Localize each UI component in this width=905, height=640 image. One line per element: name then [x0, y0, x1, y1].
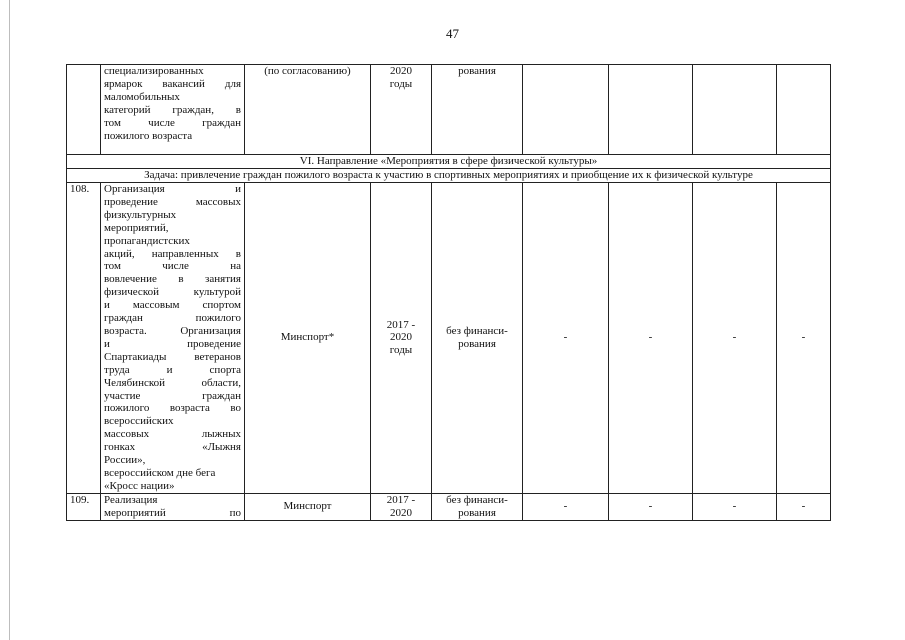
- measure-line: пожилого возраста во: [104, 402, 241, 415]
- measure-line: и массовым спортом: [104, 299, 241, 312]
- measure-line: физкультурных: [104, 208, 177, 221]
- cell-period: [371, 493, 432, 520]
- measure-line: Челябинской области,: [104, 376, 241, 389]
- cell-number: 108.: [67, 183, 101, 494]
- cell-value-3: -: [693, 183, 777, 494]
- measure-line: пропагандистских: [104, 234, 190, 247]
- section-title-row: [67, 155, 831, 169]
- section-title: VI. Направление «Мероприятия в сфере физической культуры»: [67, 155, 831, 169]
- cell-financing: [432, 183, 523, 494]
- measure-line: ярмарок вакансий для: [104, 77, 241, 90]
- period-line: 2017 -: [386, 493, 416, 506]
- measure-line: акций, направленных в: [104, 247, 241, 260]
- measure-line: том числе на: [104, 260, 241, 273]
- measure-line: «Кросс нации»: [104, 479, 175, 492]
- cell-value-1: -: [523, 183, 609, 494]
- cell-measure: [101, 493, 245, 520]
- measure-line: том числе граждан: [104, 116, 241, 129]
- table-row-continuation: [67, 65, 831, 155]
- measure-line: физической культурой: [104, 286, 241, 299]
- measure-line: участие граждан: [104, 389, 241, 402]
- page-number: 47: [446, 26, 459, 41]
- cell-value-4: -: [777, 493, 831, 520]
- cell-period: [371, 183, 432, 494]
- measure-line: Организация и: [104, 183, 241, 195]
- table-row-108: [67, 183, 831, 494]
- cell-measure: [101, 65, 245, 155]
- cell-value-2: -: [609, 493, 693, 520]
- table-row-109: [67, 493, 831, 520]
- period-line: 2020: [390, 506, 412, 519]
- measure-line: возраста. Организация: [104, 324, 241, 337]
- measure-line: всероссийских: [104, 415, 174, 428]
- cell-financing: рования: [432, 65, 523, 155]
- cell-number: [67, 65, 101, 155]
- measure-line: России»,: [104, 454, 146, 467]
- cell-financing: [432, 493, 523, 520]
- measure-line: труда и спорта: [104, 363, 241, 376]
- period-line: годы: [389, 344, 413, 357]
- financing-line: рования: [458, 337, 496, 350]
- measure-line: специализированных: [104, 65, 204, 77]
- cell-value-2: -: [609, 183, 693, 494]
- period-line: 2020: [390, 65, 412, 77]
- period-line: годы: [389, 77, 413, 90]
- section-task-row: [67, 169, 831, 183]
- cell-value-3: -: [693, 493, 777, 520]
- measure-line: проведение массовых: [104, 195, 241, 208]
- measure-line: маломобильных: [104, 90, 180, 103]
- program-table: [66, 64, 831, 521]
- measure-line: категорий граждан, в: [104, 103, 241, 116]
- section-task: Задача: привлечение граждан пожилого возраста к участию в спортивных мероприятиях и приобщение их к физической культуре: [67, 169, 831, 183]
- measure-line: всероссийском дне бега: [104, 466, 216, 479]
- measure-line: гонках «Лыжня: [104, 441, 241, 454]
- cell-value-2: [609, 65, 693, 155]
- financing-line: без финанси-: [446, 324, 508, 337]
- cell-value-4: [777, 65, 831, 155]
- cell-executor: Минспорт: [245, 493, 371, 520]
- cell-value-1: [523, 65, 609, 155]
- measure-line: пожилого возраста: [104, 129, 193, 142]
- cell-period: [371, 65, 432, 155]
- cell-value-3: [693, 65, 777, 155]
- measure-line: массовых лыжных: [104, 428, 241, 441]
- financing-line: без финанси-: [446, 493, 508, 506]
- measure-line: Спартакиады ветеранов: [104, 350, 241, 363]
- cell-measure: [101, 183, 245, 494]
- measure-line: и проведение: [104, 337, 241, 350]
- measure-line: мероприятий по: [104, 506, 241, 519]
- measure-line: мероприятий,: [104, 221, 169, 234]
- measure-line: граждан пожилого: [104, 312, 241, 325]
- period-line: 2017 -: [386, 318, 416, 331]
- measure-line: Реализация: [104, 493, 158, 506]
- cell-number: 109.: [67, 493, 101, 520]
- page-edge-rule: [9, 0, 10, 640]
- measure-line: вовлечение в занятия: [104, 273, 241, 286]
- cell-value-1: -: [523, 493, 609, 520]
- cell-executor: Минспорт*: [245, 183, 371, 494]
- period-line: 2020: [390, 331, 412, 344]
- cell-executor: (по согласованию): [245, 65, 371, 155]
- financing-line: рования: [458, 506, 496, 519]
- cell-value-4: -: [777, 183, 831, 494]
